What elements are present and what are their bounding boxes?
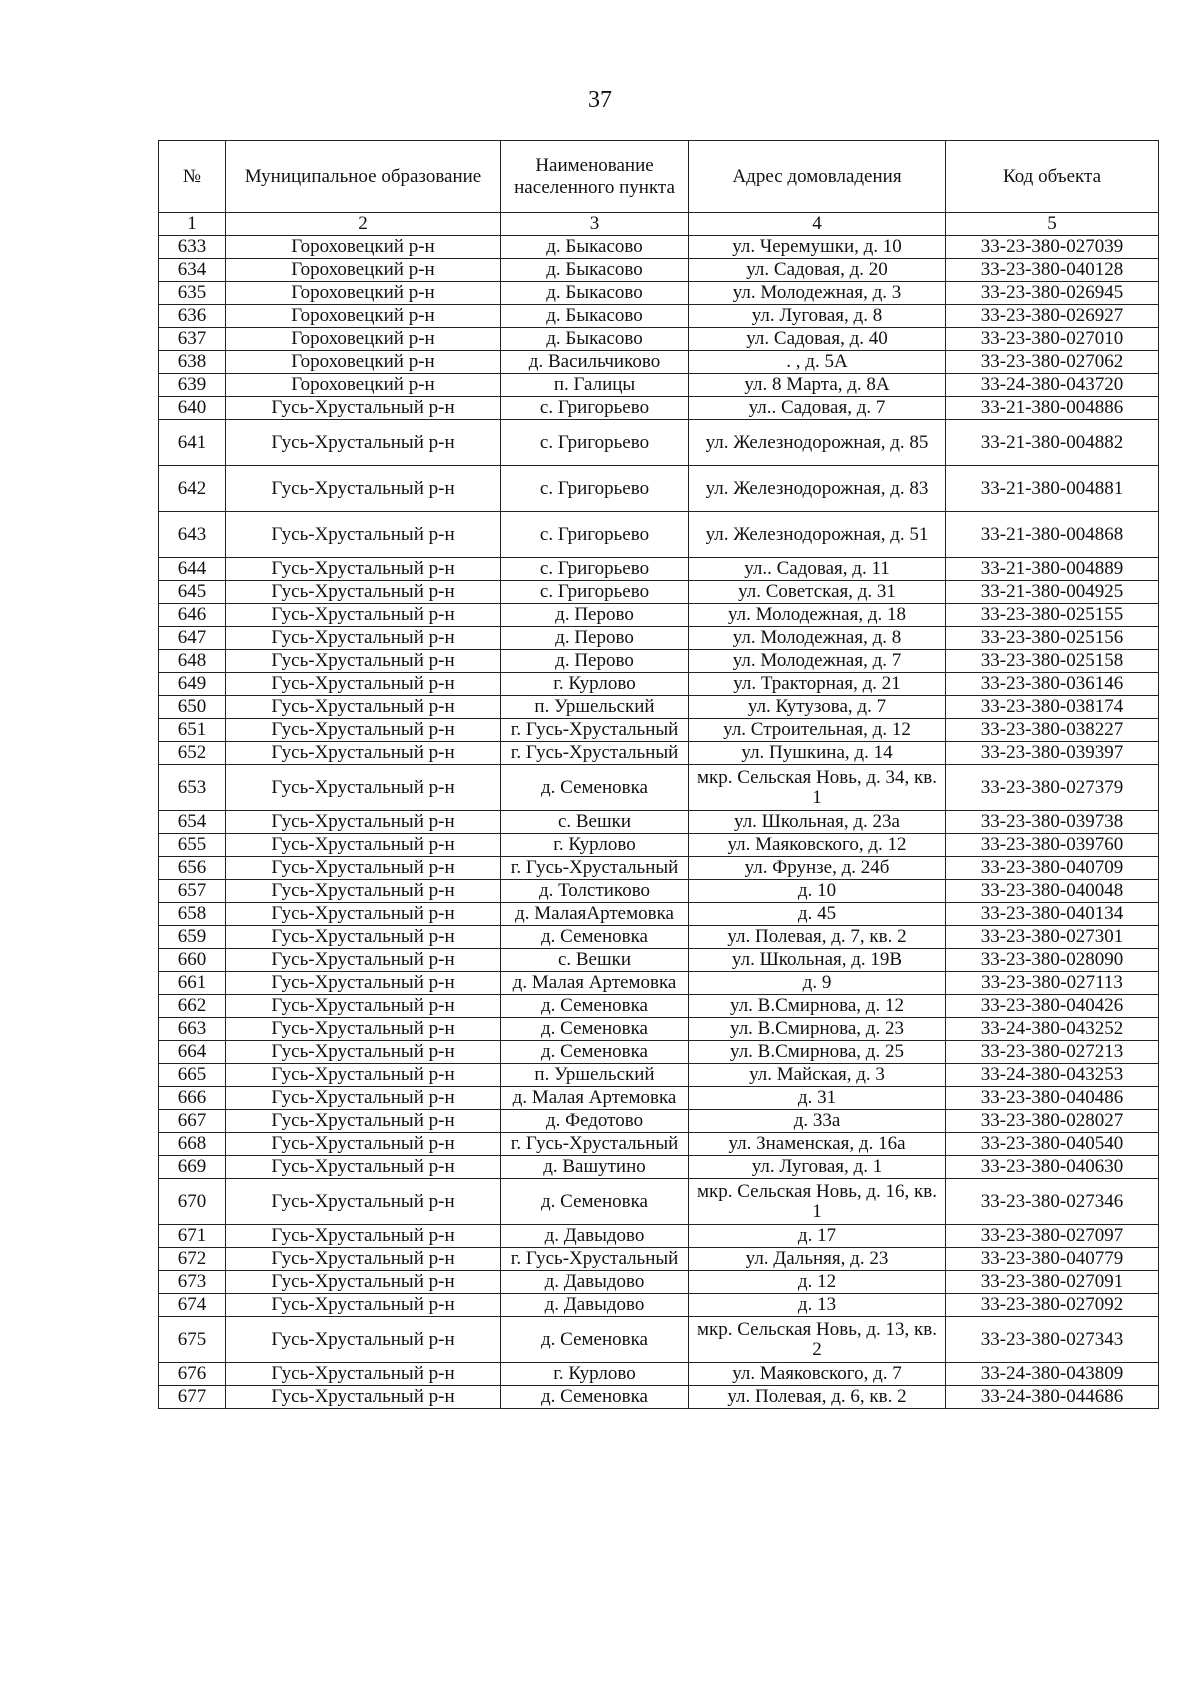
- object-code-cell: 33-21-380-004886: [946, 397, 1159, 420]
- column-number: 2: [226, 213, 501, 236]
- municipality-cell: Гусь-Хрустальный р-н: [226, 926, 501, 949]
- settlement-cell: д. Толстиково: [501, 880, 689, 903]
- table-row: [159, 719, 1159, 742]
- address-cell: ул. Молодежная, д. 8: [689, 627, 946, 650]
- object-code-cell: 33-21-380-004889: [946, 558, 1159, 581]
- object-code-cell: 33-23-380-026945: [946, 282, 1159, 305]
- address-cell: ул. Железнодорожная, д. 51: [689, 512, 946, 558]
- municipality-cell: Гусь-Хрустальный р-н: [226, 834, 501, 857]
- row-number: 669: [159, 1156, 226, 1179]
- table-row: [159, 673, 1159, 696]
- table-row: [159, 1294, 1159, 1317]
- object-code-cell: 33-23-380-027113: [946, 972, 1159, 995]
- object-code-cell: 33-23-380-040128: [946, 259, 1159, 282]
- object-code-cell: 33-23-380-040048: [946, 880, 1159, 903]
- settlement-cell: д. Малая Артемовка: [501, 972, 689, 995]
- municipality-cell: Гусь-Хрустальный р-н: [226, 1018, 501, 1041]
- settlement-cell: г. Гусь-Хрустальный: [501, 1133, 689, 1156]
- address-cell: мкр. Сельская Новь, д. 16, кв. 1: [689, 1179, 946, 1225]
- municipality-cell: Гусь-Хрустальный р-н: [226, 1386, 501, 1409]
- column-number: 1: [159, 213, 226, 236]
- address-cell: д. 9: [689, 972, 946, 995]
- object-code-cell: 33-21-380-004882: [946, 420, 1159, 466]
- address-cell: . , д. 5А: [689, 351, 946, 374]
- municipality-cell: Гусь-Хрустальный р-н: [226, 1041, 501, 1064]
- settlement-cell: г. Курлово: [501, 834, 689, 857]
- object-code-cell: 33-23-380-040134: [946, 903, 1159, 926]
- address-cell: ул. Знаменская, д. 16а: [689, 1133, 946, 1156]
- address-cell: мкр. Сельская Новь, д. 34, кв. 1: [689, 765, 946, 811]
- table-row: [159, 305, 1159, 328]
- settlement-cell: д. Быкасово: [501, 305, 689, 328]
- row-number: 657: [159, 880, 226, 903]
- table-row: [159, 880, 1159, 903]
- row-number: 664: [159, 1041, 226, 1064]
- table-row: [159, 627, 1159, 650]
- settlement-cell: п. Галицы: [501, 374, 689, 397]
- address-cell: ул. Железнодорожная, д. 85: [689, 420, 946, 466]
- settlement-cell: п. Уршельский: [501, 696, 689, 719]
- settlement-cell: д. Васильчиково: [501, 351, 689, 374]
- object-code-cell: 33-23-380-040630: [946, 1156, 1159, 1179]
- municipality-cell: Гусь-Хрустальный р-н: [226, 604, 501, 627]
- address-cell: ул. В.Смирнова, д. 25: [689, 1041, 946, 1064]
- address-cell: ул. Тракторная, д. 21: [689, 673, 946, 696]
- municipality-cell: Гусь-Хрустальный р-н: [226, 949, 501, 972]
- municipality-cell: Гусь-Хрустальный р-н: [226, 1179, 501, 1225]
- settlement-cell: д. Перово: [501, 627, 689, 650]
- object-code-cell: 33-21-380-004881: [946, 466, 1159, 512]
- address-cell: ул. Школьная, д. 19В: [689, 949, 946, 972]
- settlement-cell: с. Григорьево: [501, 397, 689, 420]
- settlement-cell: д. Семеновка: [501, 995, 689, 1018]
- object-code-cell: 33-23-380-027379: [946, 765, 1159, 811]
- object-code-cell: 33-23-380-040486: [946, 1087, 1159, 1110]
- address-cell: д. 13: [689, 1294, 946, 1317]
- address-cell: ул. Луговая, д. 8: [689, 305, 946, 328]
- header-object-code: Код объекта: [946, 141, 1159, 213]
- address-cell: ул. Советская, д. 31: [689, 581, 946, 604]
- table-row: [159, 1041, 1159, 1064]
- object-code-cell: 33-24-380-043253: [946, 1064, 1159, 1087]
- row-number: 670: [159, 1179, 226, 1225]
- address-cell: д. 10: [689, 880, 946, 903]
- settlement-cell: с. Вешки: [501, 949, 689, 972]
- records-table: [158, 140, 1159, 1409]
- row-number: 638: [159, 351, 226, 374]
- municipality-cell: Гороховецкий р-н: [226, 328, 501, 351]
- settlement-cell: с. Вешки: [501, 811, 689, 834]
- settlement-cell: д. Семеновка: [501, 1041, 689, 1064]
- settlement-cell: п. Уршельский: [501, 1064, 689, 1087]
- table-row: [159, 696, 1159, 719]
- municipality-cell: Гороховецкий р-н: [226, 305, 501, 328]
- address-cell: ул.. Садовая, д. 11: [689, 558, 946, 581]
- table-row: [159, 328, 1159, 351]
- table-row: [159, 765, 1159, 811]
- column-number-row: [159, 213, 1159, 236]
- object-code-cell: 33-23-380-025158: [946, 650, 1159, 673]
- row-number: 665: [159, 1064, 226, 1087]
- municipality-cell: Гусь-Хрустальный р-н: [226, 696, 501, 719]
- municipality-cell: Гусь-Хрустальный р-н: [226, 995, 501, 1018]
- row-number: 650: [159, 696, 226, 719]
- object-code-cell: 33-23-380-040779: [946, 1248, 1159, 1271]
- object-code-cell: 33-23-380-028090: [946, 949, 1159, 972]
- row-number: 637: [159, 328, 226, 351]
- table-row: [159, 1110, 1159, 1133]
- table-row: [159, 650, 1159, 673]
- address-cell: ул. Полевая, д. 6, кв. 2: [689, 1386, 946, 1409]
- row-number: 671: [159, 1225, 226, 1248]
- header-number: №: [159, 141, 226, 213]
- row-number: 644: [159, 558, 226, 581]
- settlement-cell: с. Григорьево: [501, 420, 689, 466]
- row-number: 655: [159, 834, 226, 857]
- table-row: [159, 1363, 1159, 1386]
- municipality-cell: Гусь-Хрустальный р-н: [226, 558, 501, 581]
- settlement-cell: с. Григорьево: [501, 512, 689, 558]
- settlement-cell: г. Гусь-Хрустальный: [501, 742, 689, 765]
- object-code-cell: 33-23-380-027010: [946, 328, 1159, 351]
- table-row: [159, 282, 1159, 305]
- settlement-cell: д. МалаяАртемовка: [501, 903, 689, 926]
- municipality-cell: Гусь-Хрустальный р-н: [226, 420, 501, 466]
- row-number: 672: [159, 1248, 226, 1271]
- municipality-cell: Гороховецкий р-н: [226, 236, 501, 259]
- municipality-cell: Гусь-Хрустальный р-н: [226, 1133, 501, 1156]
- row-number: 673: [159, 1271, 226, 1294]
- object-code-cell: 33-23-380-027091: [946, 1271, 1159, 1294]
- row-number: 667: [159, 1110, 226, 1133]
- address-cell: ул. Молодежная, д. 3: [689, 282, 946, 305]
- table-row: [159, 1271, 1159, 1294]
- settlement-cell: д. Перово: [501, 650, 689, 673]
- row-number: 641: [159, 420, 226, 466]
- table-row: [159, 1018, 1159, 1041]
- row-number: 668: [159, 1133, 226, 1156]
- header-municipality: Муниципальное образование: [226, 141, 501, 213]
- table-row: [159, 1156, 1159, 1179]
- object-code-cell: 33-23-380-038174: [946, 696, 1159, 719]
- address-cell: ул. 8 Марта, д. 8А: [689, 374, 946, 397]
- object-code-cell: 33-23-380-027097: [946, 1225, 1159, 1248]
- row-number: 646: [159, 604, 226, 627]
- object-code-cell: 33-23-380-039738: [946, 811, 1159, 834]
- address-cell: ул. Черемушки, д. 10: [689, 236, 946, 259]
- table-row: [159, 466, 1159, 512]
- municipality-cell: Гусь-Хрустальный р-н: [226, 1317, 501, 1363]
- address-cell: ул. Дальняя, д. 23: [689, 1248, 946, 1271]
- object-code-cell: 33-23-380-038227: [946, 719, 1159, 742]
- municipality-cell: Гусь-Хрустальный р-н: [226, 1064, 501, 1087]
- object-code-cell: 33-23-380-039760: [946, 834, 1159, 857]
- row-number: 656: [159, 857, 226, 880]
- municipality-cell: Гусь-Хрустальный р-н: [226, 1363, 501, 1386]
- object-code-cell: 33-23-380-027092: [946, 1294, 1159, 1317]
- municipality-cell: Гусь-Хрустальный р-н: [226, 765, 501, 811]
- table-row: [159, 1087, 1159, 1110]
- table-row: [159, 1317, 1159, 1363]
- address-cell: д. 17: [689, 1225, 946, 1248]
- table-row: [159, 949, 1159, 972]
- table-row: [159, 397, 1159, 420]
- object-code-cell: 33-23-380-027062: [946, 351, 1159, 374]
- row-number: 652: [159, 742, 226, 765]
- municipality-cell: Гусь-Хрустальный р-н: [226, 1225, 501, 1248]
- municipality-cell: Гусь-Хрустальный р-н: [226, 466, 501, 512]
- address-cell: ул. Маяковского, д. 7: [689, 1363, 946, 1386]
- settlement-cell: д. Вашутино: [501, 1156, 689, 1179]
- table-row: [159, 972, 1159, 995]
- municipality-cell: Гороховецкий р-н: [226, 351, 501, 374]
- municipality-cell: Гусь-Хрустальный р-н: [226, 1156, 501, 1179]
- table-row: [159, 1179, 1159, 1225]
- settlement-cell: д. Перово: [501, 604, 689, 627]
- settlement-cell: д. Давыдово: [501, 1225, 689, 1248]
- settlement-cell: д. Быкасово: [501, 282, 689, 305]
- settlement-cell: с. Григорьево: [501, 581, 689, 604]
- municipality-cell: Гусь-Хрустальный р-н: [226, 972, 501, 995]
- object-code-cell: 33-21-380-004868: [946, 512, 1159, 558]
- column-number: 5: [946, 213, 1159, 236]
- municipality-cell: Гусь-Хрустальный р-н: [226, 1248, 501, 1271]
- table-row: [159, 811, 1159, 834]
- object-code-cell: 33-24-380-043720: [946, 374, 1159, 397]
- municipality-cell: Гусь-Хрустальный р-н: [226, 1271, 501, 1294]
- settlement-cell: д. Семеновка: [501, 926, 689, 949]
- settlement-cell: д. Быкасово: [501, 236, 689, 259]
- settlement-cell: д. Федотово: [501, 1110, 689, 1133]
- address-cell: д. 31: [689, 1087, 946, 1110]
- row-number: 677: [159, 1386, 226, 1409]
- header-row: [159, 141, 1159, 213]
- municipality-cell: Гусь-Хрустальный р-н: [226, 627, 501, 650]
- row-number: 659: [159, 926, 226, 949]
- row-number: 636: [159, 305, 226, 328]
- row-number: 635: [159, 282, 226, 305]
- settlement-cell: д. Семеновка: [501, 1317, 689, 1363]
- table-row: [159, 420, 1159, 466]
- settlement-cell: д. Семеновка: [501, 1179, 689, 1225]
- address-cell: ул. Майская, д. 3: [689, 1064, 946, 1087]
- settlement-cell: д. Быкасово: [501, 328, 689, 351]
- row-number: 648: [159, 650, 226, 673]
- object-code-cell: 33-23-380-026927: [946, 305, 1159, 328]
- address-cell: ул. Молодежная, д. 7: [689, 650, 946, 673]
- object-code-cell: 33-24-380-044686: [946, 1386, 1159, 1409]
- address-cell: ул. Железнодорожная, д. 83: [689, 466, 946, 512]
- table-row: [159, 604, 1159, 627]
- row-number: 663: [159, 1018, 226, 1041]
- address-cell: ул. Фрунзе, д. 24б: [689, 857, 946, 880]
- header-address: Адрес домовладения: [689, 141, 946, 213]
- municipality-cell: Гороховецкий р-н: [226, 282, 501, 305]
- address-cell: д. 45: [689, 903, 946, 926]
- row-number: 661: [159, 972, 226, 995]
- table-row: [159, 926, 1159, 949]
- table-row: [159, 351, 1159, 374]
- address-cell: мкр. Сельская Новь, д. 13, кв. 2: [689, 1317, 946, 1363]
- municipality-cell: Гусь-Хрустальный р-н: [226, 742, 501, 765]
- table-row: [159, 581, 1159, 604]
- address-cell: ул. В.Смирнова, д. 12: [689, 995, 946, 1018]
- address-cell: ул. Садовая, д. 40: [689, 328, 946, 351]
- object-code-cell: 33-23-380-027301: [946, 926, 1159, 949]
- page-number: 37: [588, 87, 612, 113]
- address-cell: ул. В.Смирнова, д. 23: [689, 1018, 946, 1041]
- row-number: 654: [159, 811, 226, 834]
- row-number: 658: [159, 903, 226, 926]
- municipality-cell: Гусь-Хрустальный р-н: [226, 512, 501, 558]
- address-cell: ул. Пушкина, д. 14: [689, 742, 946, 765]
- municipality-cell: Гусь-Хрустальный р-н: [226, 719, 501, 742]
- address-cell: д. 12: [689, 1271, 946, 1294]
- row-number: 651: [159, 719, 226, 742]
- settlement-cell: г. Курлово: [501, 1363, 689, 1386]
- object-code-cell: 33-23-380-027213: [946, 1041, 1159, 1064]
- settlement-cell: д. Давыдово: [501, 1294, 689, 1317]
- settlement-cell: д. Малая Артемовка: [501, 1087, 689, 1110]
- row-number: 633: [159, 236, 226, 259]
- settlement-cell: г. Гусь-Хрустальный: [501, 719, 689, 742]
- table-row: [159, 742, 1159, 765]
- address-cell: ул. Полевая, д. 7, кв. 2: [689, 926, 946, 949]
- row-number: 639: [159, 374, 226, 397]
- settlement-cell: г. Гусь-Хрустальный: [501, 857, 689, 880]
- row-number: 649: [159, 673, 226, 696]
- row-number: 647: [159, 627, 226, 650]
- municipality-cell: Гусь-Хрустальный р-н: [226, 581, 501, 604]
- settlement-cell: с. Григорьево: [501, 466, 689, 512]
- address-cell: ул. Луговая, д. 1: [689, 1156, 946, 1179]
- table-row: [159, 857, 1159, 880]
- municipality-cell: Гусь-Хрустальный р-н: [226, 903, 501, 926]
- table-row: [159, 995, 1159, 1018]
- municipality-cell: Гусь-Хрустальный р-н: [226, 880, 501, 903]
- row-number: 676: [159, 1363, 226, 1386]
- table-row: [159, 1133, 1159, 1156]
- address-cell: ул. Маяковского, д. 12: [689, 834, 946, 857]
- row-number: 666: [159, 1087, 226, 1110]
- address-cell: ул. Школьная, д. 23а: [689, 811, 946, 834]
- settlement-cell: д. Давыдово: [501, 1271, 689, 1294]
- object-code-cell: 33-21-380-004925: [946, 581, 1159, 604]
- object-code-cell: 33-23-380-040426: [946, 995, 1159, 1018]
- address-cell: ул. Строительная, д. 12: [689, 719, 946, 742]
- address-cell: ул. Молодежная, д. 18: [689, 604, 946, 627]
- municipality-cell: Гусь-Хрустальный р-н: [226, 1087, 501, 1110]
- object-code-cell: 33-23-380-027346: [946, 1179, 1159, 1225]
- row-number: 634: [159, 259, 226, 282]
- object-code-cell: 33-23-380-025156: [946, 627, 1159, 650]
- object-code-cell: 33-24-380-043809: [946, 1363, 1159, 1386]
- object-code-cell: 33-23-380-039397: [946, 742, 1159, 765]
- row-number: 642: [159, 466, 226, 512]
- row-number: 653: [159, 765, 226, 811]
- row-number: 660: [159, 949, 226, 972]
- address-cell: д. 33а: [689, 1110, 946, 1133]
- table-row: [159, 903, 1159, 926]
- row-number: 675: [159, 1317, 226, 1363]
- column-number: 3: [501, 213, 689, 236]
- municipality-cell: Гороховецкий р-н: [226, 259, 501, 282]
- object-code-cell: 33-24-380-043252: [946, 1018, 1159, 1041]
- table-row: [159, 834, 1159, 857]
- column-number: 4: [689, 213, 946, 236]
- municipality-cell: Гусь-Хрустальный р-н: [226, 1110, 501, 1133]
- table-row: [159, 374, 1159, 397]
- table-row: [159, 1225, 1159, 1248]
- row-number: 674: [159, 1294, 226, 1317]
- object-code-cell: 33-23-380-036146: [946, 673, 1159, 696]
- table-row: [159, 236, 1159, 259]
- object-code-cell: 33-23-380-027039: [946, 236, 1159, 259]
- records-body: [159, 236, 1159, 1409]
- row-number: 645: [159, 581, 226, 604]
- address-cell: ул. Кутузова, д. 7: [689, 696, 946, 719]
- row-number: 662: [159, 995, 226, 1018]
- address-cell: ул.. Садовая, д. 7: [689, 397, 946, 420]
- municipality-cell: Гусь-Хрустальный р-н: [226, 857, 501, 880]
- municipality-cell: Гусь-Хрустальный р-н: [226, 811, 501, 834]
- municipality-cell: Гусь-Хрустальный р-н: [226, 397, 501, 420]
- object-code-cell: 33-23-380-040540: [946, 1133, 1159, 1156]
- table-row: [159, 259, 1159, 282]
- settlement-cell: с. Григорьево: [501, 558, 689, 581]
- table-row: [159, 512, 1159, 558]
- settlement-cell: г. Курлово: [501, 673, 689, 696]
- object-code-cell: 33-23-380-027343: [946, 1317, 1159, 1363]
- header-settlement: Наименование населенного пункта: [501, 141, 689, 213]
- settlement-cell: д. Семеновка: [501, 1386, 689, 1409]
- address-cell: ул. Садовая, д. 20: [689, 259, 946, 282]
- object-code-cell: 33-23-380-040709: [946, 857, 1159, 880]
- object-code-cell: 33-23-380-028027: [946, 1110, 1159, 1133]
- municipality-cell: Гусь-Хрустальный р-н: [226, 1294, 501, 1317]
- municipality-cell: Гороховецкий р-н: [226, 374, 501, 397]
- row-number: 640: [159, 397, 226, 420]
- table-row: [159, 1248, 1159, 1271]
- object-code-cell: 33-23-380-025155: [946, 604, 1159, 627]
- municipality-cell: Гусь-Хрустальный р-н: [226, 673, 501, 696]
- table-row: [159, 1386, 1159, 1409]
- row-number: 643: [159, 512, 226, 558]
- municipality-cell: Гусь-Хрустальный р-н: [226, 650, 501, 673]
- table-row: [159, 558, 1159, 581]
- table-row: [159, 1064, 1159, 1087]
- settlement-cell: д. Семеновка: [501, 1018, 689, 1041]
- settlement-cell: д. Семеновка: [501, 765, 689, 811]
- settlement-cell: г. Гусь-Хрустальный: [501, 1248, 689, 1271]
- settlement-cell: д. Быкасово: [501, 259, 689, 282]
